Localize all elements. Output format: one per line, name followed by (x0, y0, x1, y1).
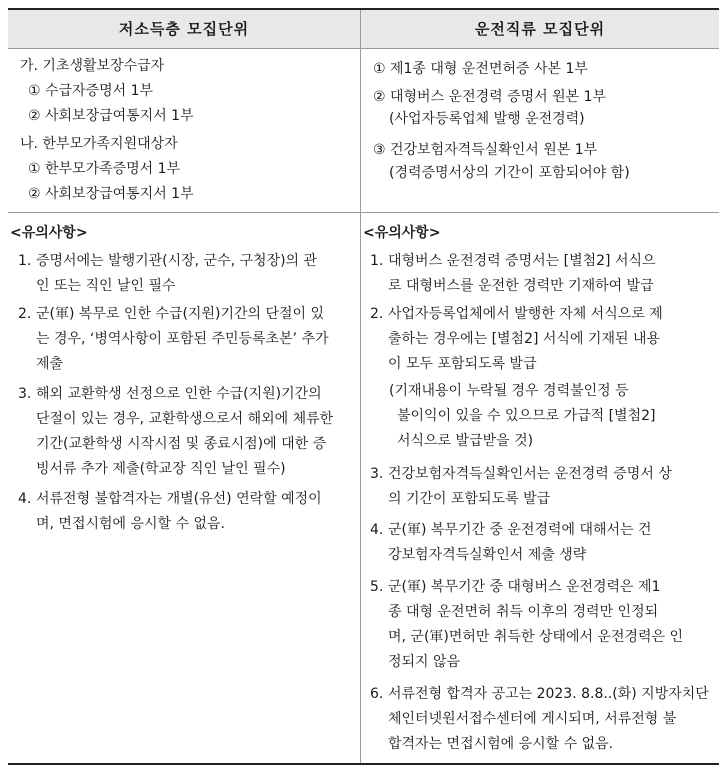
note-number: 4. (18, 491, 32, 507)
note-line: 며, 군(軍)면허만 취득한 상태에서 운전경력은 인 (388, 629, 684, 645)
note-line: 군(軍) 복무기간 중 대형버스 운전경력은 제1 (388, 579, 661, 595)
note-line: 군(軍) 복무로 인한 수급(지원)기간의 단절이 있 (36, 306, 325, 322)
note-number: 3. (370, 466, 384, 482)
note-line: 서류전형 불합격자는 개별(유선) 연락할 예정이 (36, 491, 322, 507)
note-number: 1. (370, 253, 384, 269)
doc-group-title: 가. 기초생활보장수급자 (20, 58, 165, 74)
note-number: 2. (370, 306, 384, 322)
note-line: 강보험자격득실확인서 제출 생략 (388, 547, 587, 563)
note-line: 기간(교환학생 시작시점 및 종료시점)에 대한 증 (36, 436, 327, 452)
left-column-header (8, 10, 360, 48)
note-number: 5. (370, 579, 384, 595)
note-number: 2. (18, 306, 32, 322)
note-number: 4. (370, 522, 384, 538)
note-line: 빙서류 추가 제출(학교장 직인 날인 필수) (36, 461, 286, 477)
doc-item: ① 제1종 대형 운전면허증 사본 1부 (373, 61, 588, 77)
note-line: 단절이 있는 경우, 교환학생으로서 해외에 체류한 (36, 411, 334, 427)
note-number: 6. (370, 686, 384, 702)
doc-item: ① 한부모가족증명서 1부 (28, 161, 181, 177)
note-extra-line: 불이익이 있을 수 있으므로 가급적 [별첨2] (397, 408, 656, 424)
doc-item: ① 수급자증명서 1부 (28, 83, 154, 99)
note-extra-line: 서식으로 발급받을 것) (397, 433, 534, 449)
note-number: 3. (18, 386, 32, 402)
note-line: 군(軍) 복무기간 중 운전경력에 대해서는 건 (388, 522, 652, 538)
note-line: 는 경우, ‘병역사항이 포함된 주민등록초본’ 추가 (36, 331, 329, 347)
notes-title: <유의사항> (10, 225, 88, 241)
note-line: 제출 (36, 356, 64, 372)
doc-item-note: (경력증명서상의 기간이 포함되어야 함) (389, 165, 630, 181)
left-header-text: 저소득층 모집단위 (118, 20, 250, 38)
header-divider (8, 48, 719, 49)
note-line: 며, 면접시험에 응시할 수 없음. (36, 516, 225, 532)
doc-item-note: (사업자등록업체 발행 운전경력) (389, 111, 585, 127)
note-line: 이 모두 포함되도록 발급 (388, 356, 537, 372)
right-header-text: 운전직류 모집단위 (474, 20, 606, 38)
note-line: 체인터넷원서접수센터에 게시되며, 서류전형 불 (388, 711, 677, 727)
doc-item: ② 사회보장급여통지서 1부 (28, 108, 194, 124)
note-line: 건강보험자격득실확인서는 운전경력 증명서 상 (388, 466, 672, 482)
note-line: 정되지 않음 (388, 654, 461, 670)
notes-title: <유의사항> (363, 225, 441, 241)
note-line: 해외 교환학생 선정으로 인한 수급(지원)기간의 (36, 386, 322, 402)
doc-item: ③ 건강보험자격득실확인서 원본 1부 (373, 142, 598, 158)
requirements-table (8, 8, 719, 765)
note-line: 로 대형버스를 운전한 경력만 기재하여 발급 (388, 278, 654, 294)
doc-item: ② 대형버스 운전경력 증명서 원본 1부 (373, 89, 607, 105)
doc-group-title: 나. 한부모가족지원대상자 (20, 136, 178, 152)
note-extra-line: (기재내용이 누락될 경우 경력불인정 등 (389, 383, 629, 399)
note-line: 출하는 경우에는 [별첨2] 서식에 기재된 내용 (388, 331, 660, 347)
note-line: 증명서에는 발행기관(시장, 군수, 구청장)의 관 (36, 253, 318, 269)
doc-item: ② 사회보장급여통지서 1부 (28, 186, 194, 202)
note-line: 의 기간이 포함되도록 발급 (388, 491, 551, 507)
note-line: 서류전형 합격자 공고는 2023. 8.8..(화) 지방자치단 (388, 686, 709, 702)
note-number: 1. (18, 253, 32, 269)
note-line: 대형버스 운전경력 증명서는 [별첨2] 서식으 (388, 253, 656, 269)
table-bottom-border (8, 763, 719, 765)
column-divider (360, 10, 361, 763)
note-line: 인 또는 직인 날인 필수 (36, 278, 176, 294)
right-column-header (361, 10, 719, 48)
note-line: 합격자는 면접시험에 응시할 수 없음. (388, 736, 614, 752)
note-line: 사업자등록업체에서 발행한 자체 서식으로 제 (388, 306, 663, 322)
note-line: 종 대형 운전면허 취득 이후의 경력만 인정되 (388, 604, 659, 620)
section-divider (8, 212, 719, 213)
